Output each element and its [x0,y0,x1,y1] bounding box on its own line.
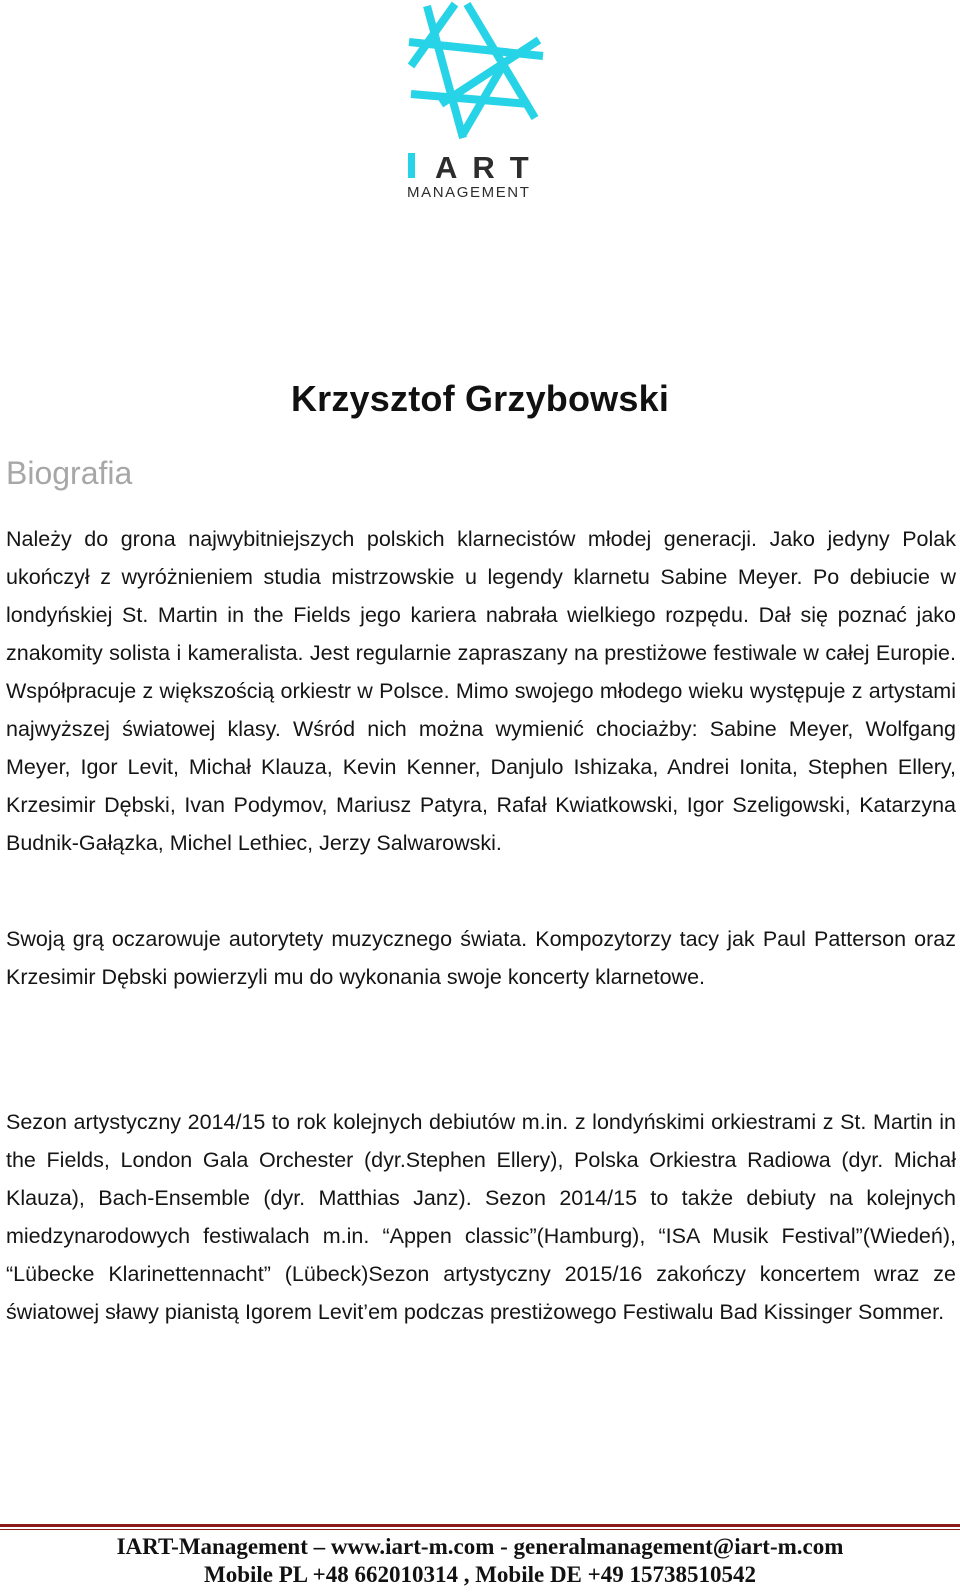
biography-paragraph: Należy do grona najwybitniejszych polskich klarnecistów młodej generacji. Jako jedyny Polak ukończył z wyróżnieniem studia mistrzowskie u legendy klarnetu Sabine Meyer. Po debiucie w londyńskiej St. Martin in the Fields jego kariera nabrała wielkiego rozpędu. Dał się poznać jako znakomity solista i kameralista. Jest regularnie zapraszany na prestiżowe festiwale w całej Europie. Współpracuje z większością orkiestr w Polsce. Mimo swojego młodego wieku występuje z artystami najwyższej światowej klasy. Wśród nich można wymienić chociażby: Sabine Meyer, Wolfgang Meyer, Igor Levit, Michał Klauza, Kevin Kenner, Danjulo Ishizaka, Andrei Ionita, Stephen Ellery, Krzesimir Dębski, Ivan Podymov, Mariusz Patyra, Rafał Kwiatkowski, Igor Szeligowski, Katarzyna Budnik-Gałązka, Michel Lethiec, Jerzy Salwarowski. [6,527,956,855]
logo-wordmark: ART [435,150,544,185]
logo-star-mark [405,0,545,205]
section-heading: Biografia [6,455,133,491]
footer-divider [0,1524,960,1527]
logo-subtitle: MANAGEMENT [407,184,531,201]
footer-divider-thin [0,1529,960,1530]
footer-phone-line: Mobile PL +48 662010314 , Mobile DE +49 15738510542 [203,1562,756,1587]
iart-management-logo [405,0,545,205]
biography-paragraph: Swoją grą oczarowuje autorytety muzycznego świata. Kompozytorzy tacy jak Paul Patterson oraz Krzesimir Dębski powierzyli mu do wykonania swoje koncerty klarnetowe. [6,927,956,989]
document-title: Krzysztof Grzybowski [290,378,670,419]
footer-contact-line: IART-Management – www.iart-m.com - generalmanagement@iart-m.com [116,1534,844,1559]
biography-paragraph: Sezon artystyczny 2014/15 to rok kolejnych debiutów m.in. z londyńskimi orkiestrami z St. Martin in the Fields, London Gala Orchester (dyr.Stephen Ellery), Polska Orkiestra Radiowa (dyr. Michał Klauza), Bach-Ensemble (dyr. Matthias Janz). Sezon 2014/15 to także debiuty na kolejnych miedzynarodowych festiwalach m.in. “Appen classic”(Hamburg), “ISA Musik Festival”(Wiedeń), “Lübecke Klarinettennacht” (Lübeck)Sezon artystyczny 2015/16 zakończy koncertem wraz ze światowej sławy pianistą Igorem Levit’em podczas prestiżowego Festiwalu Bad Kissinger Sommer. [6,1110,956,1324]
